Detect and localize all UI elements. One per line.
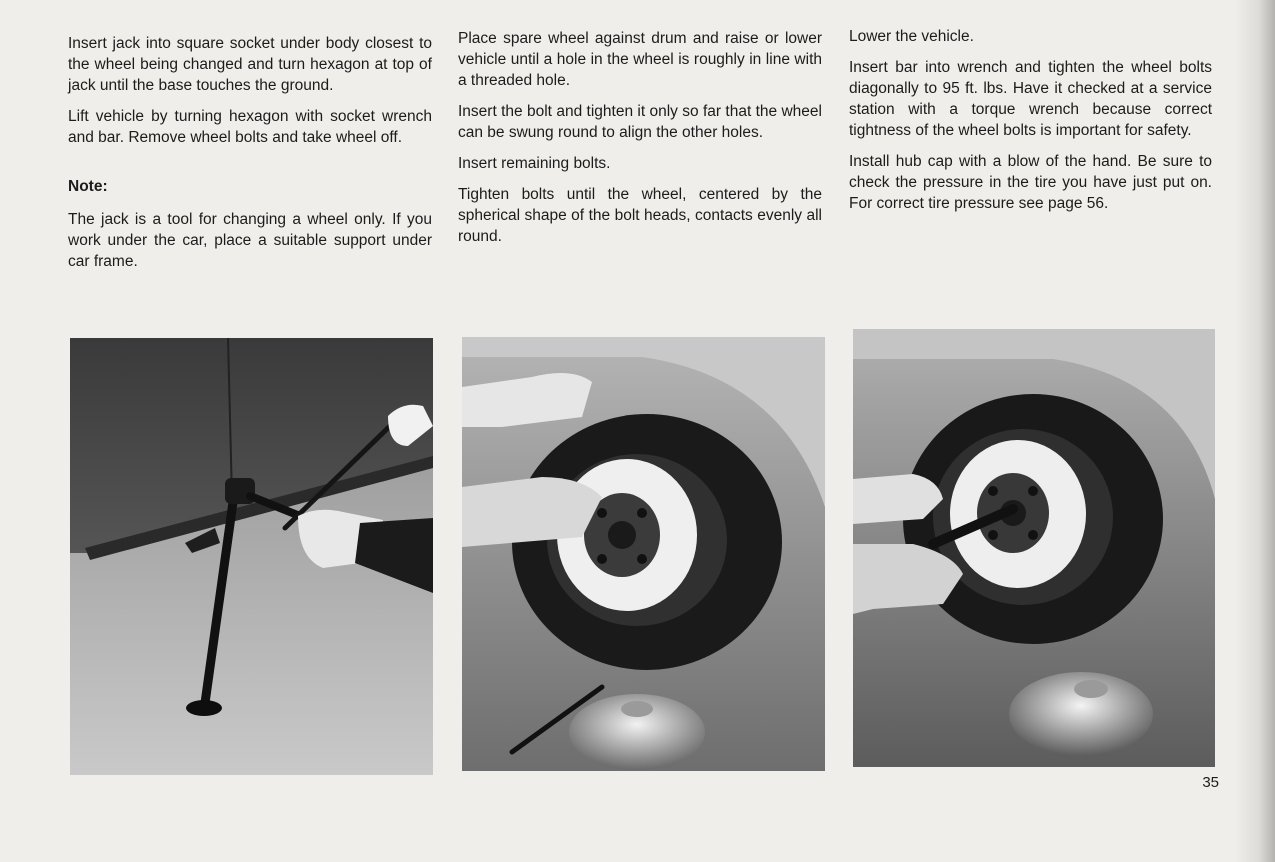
paragraph: Insert the bolt and tighten it only so far that the wheel can be swung round to align the other holes. — [458, 103, 822, 141]
paragraph: Insert remaining bolts. — [458, 155, 611, 172]
note-text: The jack is a tool for changing a wheel only. If you work under the car, place a suitable support under car frame. — [68, 211, 432, 270]
paragraph: Insert jack into square socket under body closest to the wheel being changed and turn hexagon at top of jack until the base touches the ground. — [68, 35, 432, 94]
paragraph: Insert bar into wrench and tighten the wheel bolts diagonally to 95 ft. lbs. Have it checked at a service station with a torque wrench because correct tightness of the wheel bolts is important for safety. — [849, 59, 1212, 139]
photo-jack-lifting — [70, 338, 433, 775]
page-binding-shadow — [1235, 0, 1275, 862]
text-column-1 — [68, 33, 432, 282]
photo-mounting-wheel — [462, 337, 825, 771]
photo-tightening-bolts — [853, 329, 1215, 767]
paragraph: Place spare wheel against drum and raise or lower vehicle until a hole in the wheel is roughly in line with a threaded hole. — [458, 30, 822, 89]
paragraph: Tighten bolts until the wheel, centered by the spherical shape of the bolt heads, contacts evenly all round. — [458, 186, 822, 245]
paragraph: Lower the vehicle. — [849, 28, 974, 45]
paragraph: Install hub cap with a blow of the hand. Be sure to check the pressure in the tire you have just put on. For correct tire pressure see page 56. — [849, 153, 1212, 212]
paragraph: Lift vehicle by turning hexagon with socket wrench and bar. Remove wheel bolts and take wheel off. — [68, 108, 432, 146]
text-column-3 — [849, 26, 1212, 224]
text-column-2 — [458, 28, 822, 257]
page-number: 35 — [1202, 774, 1219, 791]
note-heading: Note: — [68, 178, 108, 195]
